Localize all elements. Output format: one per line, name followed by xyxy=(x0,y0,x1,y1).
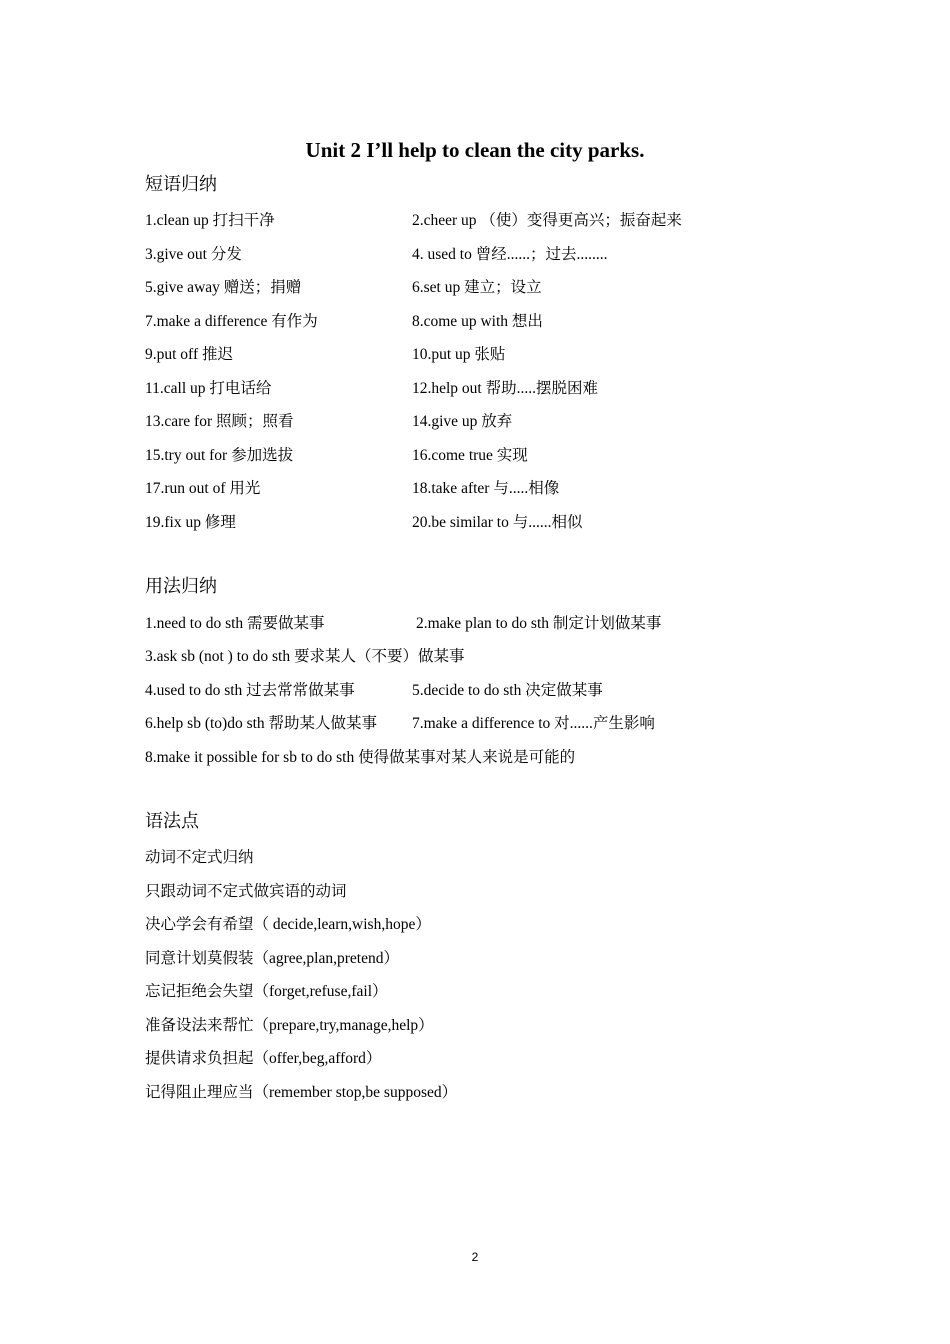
usage-item: 2.make plan to do sth 制定计划做某事 xyxy=(416,615,662,632)
phrase-item: 16.come true 实现 xyxy=(412,447,528,464)
usage-item: 4.used to do sth 过去常常做某事 xyxy=(145,682,355,699)
usage-item: 8.make it possible for sb to do sth 使得做某事对某人来说是可能的 xyxy=(145,749,576,766)
grammar-item: 记得阻止理应当（remember stop,be supposed） xyxy=(145,1084,458,1101)
phrase-item: 20.be similar to 与......相似 xyxy=(412,514,583,531)
grammar-item: 同意计划莫假装（agree,plan,pretend） xyxy=(145,950,399,967)
usage-item: 3.ask sb (not ) to do sth 要求某人（不要）做某事 xyxy=(145,648,465,665)
phrase-item: 14.give up 放弃 xyxy=(412,413,513,430)
section-heading-usage: 用法归纳 xyxy=(145,576,217,596)
phrase-item: 18.take after 与.....相像 xyxy=(412,480,560,497)
page-title: Unit 2 I’ll help to clean the city parks. xyxy=(305,138,645,162)
phrase-item: 12.help out 帮助.....摆脱困难 xyxy=(412,380,598,397)
phrase-item: 2.cheer up （使）变得更高兴；振奋起来 xyxy=(412,212,682,229)
grammar-item: 准备设法来帮忙（prepare,try,manage,help） xyxy=(145,1017,434,1034)
phrase-item: 8.come up with 想出 xyxy=(412,313,543,330)
phrase-item: 11.call up 打电话给 xyxy=(145,380,272,397)
grammar-item: 只跟动词不定式做宾语的动词 xyxy=(145,883,347,900)
page-number: 2 xyxy=(471,1250,479,1264)
grammar-item: 忘记拒绝会失望（forget,refuse,fail） xyxy=(145,983,388,1000)
phrase-item: 4. used to 曾经......；过去........ xyxy=(412,246,608,263)
phrase-item: 15.try out for 参加选拔 xyxy=(145,447,294,464)
usage-item: 1.need to do sth 需要做某事 xyxy=(145,615,325,632)
phrase-item: 19.fix up 修理 xyxy=(145,514,236,531)
phrase-item: 6.set up 建立；设立 xyxy=(412,279,542,296)
phrase-item: 1.clean up 打扫干净 xyxy=(145,212,275,229)
grammar-item: 决心学会有希望（ decide,learn,wish,hope） xyxy=(145,916,431,933)
usage-item: 7.make a difference to 对......产生影响 xyxy=(412,715,655,732)
usage-item: 6.help sb (to)do sth 帮助某人做某事 xyxy=(145,715,378,732)
phrase-item: 5.give away 赠送；捐赠 xyxy=(145,279,302,296)
section-heading-grammar: 语法点 xyxy=(145,811,199,831)
phrase-item: 17.run out of 用光 xyxy=(145,480,261,497)
phrase-item: 9.put off 推迟 xyxy=(145,346,233,363)
grammar-item: 提供请求负担起（offer,beg,afford） xyxy=(145,1050,382,1067)
phrase-item: 13.care for 照顾；照看 xyxy=(145,413,294,430)
usage-item: 5.decide to do sth 决定做某事 xyxy=(412,682,603,699)
phrase-item: 7.make a difference 有作为 xyxy=(145,313,318,330)
section-heading-phrases: 短语归纳 xyxy=(145,174,217,194)
phrase-item: 10.put up 张贴 xyxy=(412,346,506,363)
grammar-item: 动词不定式归纳 xyxy=(145,849,254,866)
phrase-item: 3.give out 分发 xyxy=(145,246,242,263)
